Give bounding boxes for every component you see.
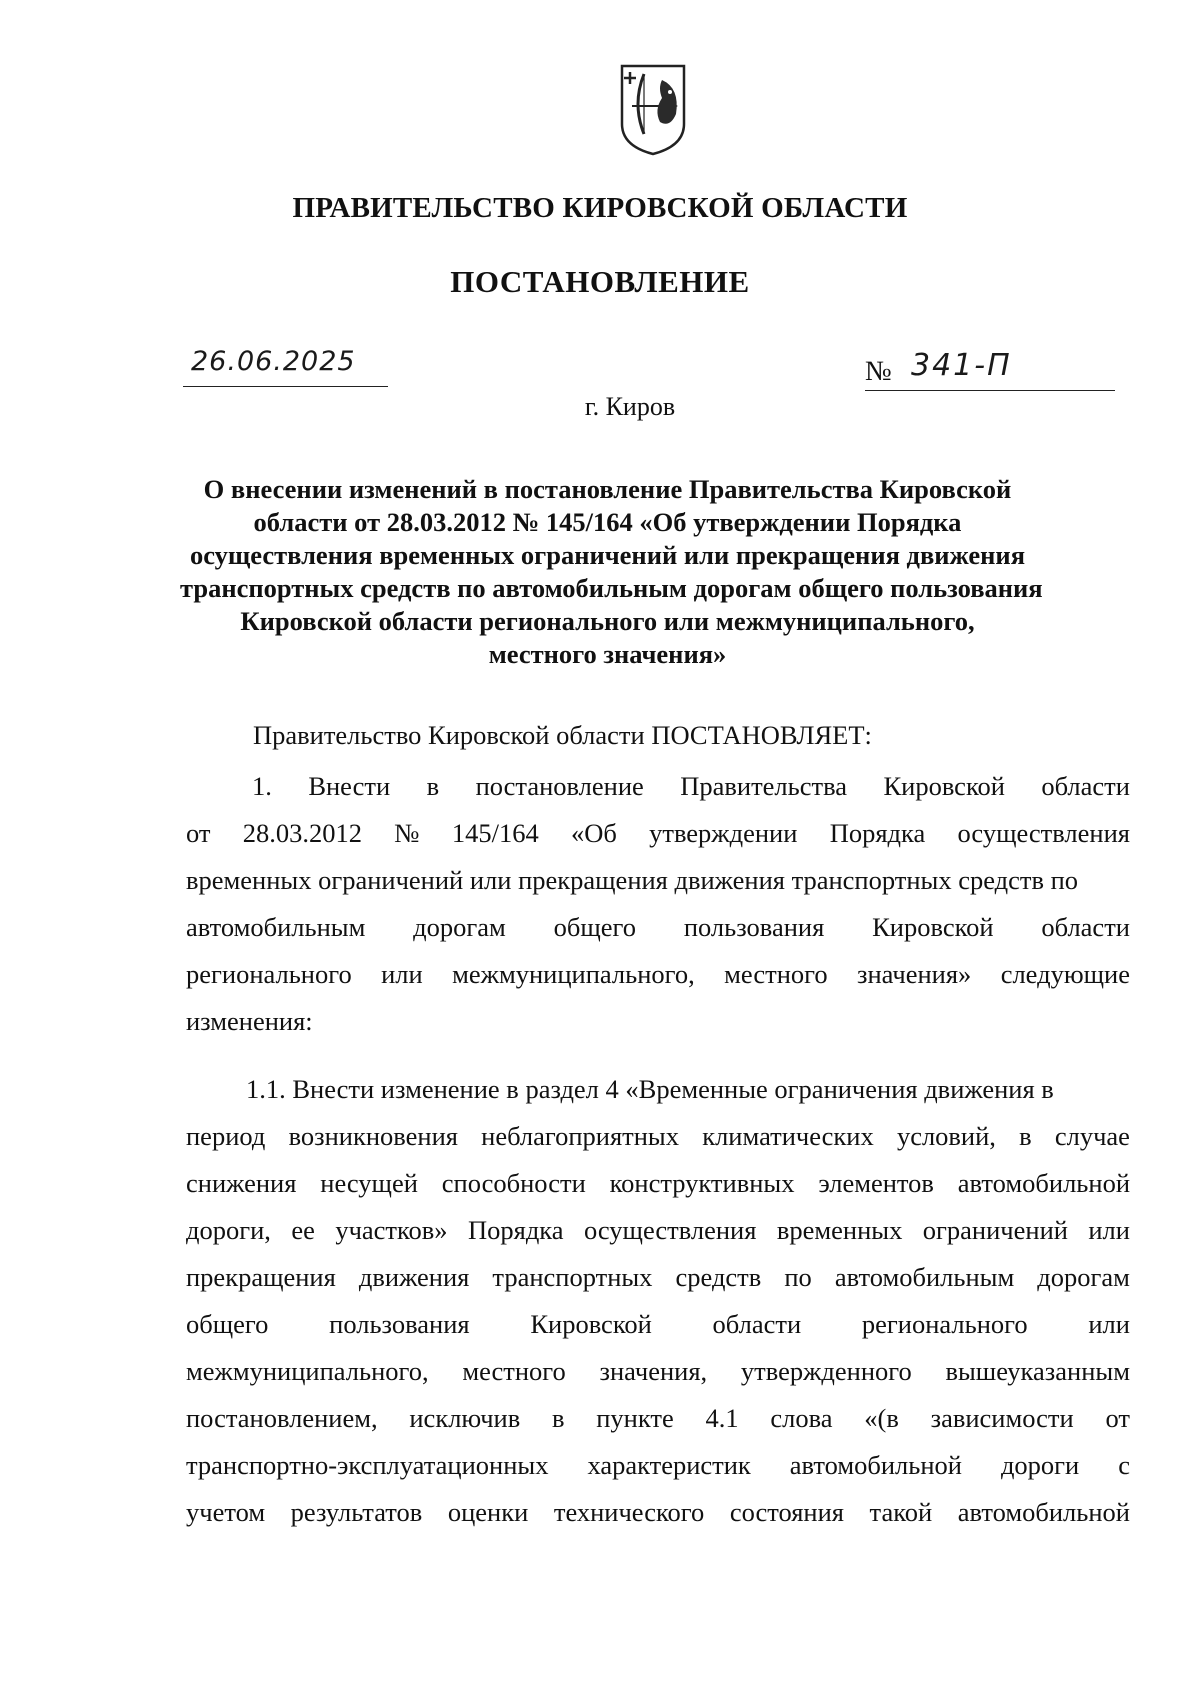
word: технического xyxy=(553,1497,705,1527)
preamble: Правительство Кировской области ПОСТАНОВЛЯЕТ: xyxy=(253,720,872,750)
subject-line: осуществления временных ограничений или прекращения движения xyxy=(189,540,1026,570)
word: 4.1 xyxy=(705,1403,739,1433)
word: в xyxy=(551,1403,565,1433)
word: 1. xyxy=(252,771,272,801)
paragraph-line xyxy=(186,1301,1130,1348)
word: Порядка xyxy=(468,1215,564,1245)
word: области xyxy=(1041,771,1130,801)
paragraph-1-1 xyxy=(186,1066,1130,1536)
word: средств xyxy=(675,1262,762,1292)
paragraph-line xyxy=(186,1348,1130,1395)
subject-line: Кировской области регионального или межмуниципального, xyxy=(240,606,975,636)
word: 145/164 xyxy=(451,818,539,848)
word: области xyxy=(1041,912,1130,942)
paragraph-line xyxy=(186,904,1130,951)
word: значения, xyxy=(599,1356,708,1386)
kirov-oblast-coat-of-arms-icon xyxy=(618,62,688,157)
word: межмуниципального, xyxy=(452,959,695,989)
paragraph-line xyxy=(186,1160,1130,1207)
word: неблагоприятных xyxy=(481,1121,679,1151)
word: исключив xyxy=(409,1403,521,1433)
word: ограничений xyxy=(922,1215,1068,1245)
word: регионального xyxy=(861,1309,1028,1339)
word: пользования xyxy=(329,1309,470,1339)
handwritten-date: 26.06.2025 xyxy=(191,346,356,377)
paragraph-1 xyxy=(186,763,1130,1045)
word: транспортно-эксплуатационных xyxy=(186,1450,549,1480)
word: общего xyxy=(186,1309,269,1339)
document-subject xyxy=(180,473,1043,671)
subject-line: О внесении изменений в постановление Правительства Кировской xyxy=(203,474,1012,504)
word: период xyxy=(186,1121,266,1151)
paragraph-line: временных ограничений или прекращения движения транспортных средств по xyxy=(186,865,1079,895)
word: пункте xyxy=(596,1403,674,1433)
word: климатических xyxy=(702,1121,874,1151)
word: осуществления xyxy=(957,818,1130,848)
word: такой xyxy=(869,1497,933,1527)
word: постановлением, xyxy=(186,1403,378,1433)
word: по xyxy=(784,1262,812,1292)
word: утвержденного xyxy=(740,1356,912,1386)
word: следующие xyxy=(1000,959,1130,989)
word: способности xyxy=(441,1168,586,1198)
subject-line: транспортных средств по автомобильным дорогам общего пользования xyxy=(180,573,1043,603)
word: участков» xyxy=(335,1215,448,1245)
word: дорогам xyxy=(1037,1262,1130,1292)
word: движения xyxy=(358,1262,470,1292)
paragraph-line xyxy=(186,1395,1130,1442)
word: несущей xyxy=(320,1168,418,1198)
word: местного xyxy=(462,1356,566,1386)
paragraph-line xyxy=(186,1254,1130,1301)
word: Внести xyxy=(308,771,391,801)
word: зависимости xyxy=(930,1403,1074,1433)
word: оценки xyxy=(447,1497,529,1527)
word: «(в xyxy=(864,1403,899,1433)
number-sign: № xyxy=(865,356,892,387)
word: учетом xyxy=(186,1497,266,1527)
word: или xyxy=(1088,1309,1130,1339)
word: в xyxy=(1019,1121,1032,1151)
word: автомобильным xyxy=(186,912,366,942)
paragraph-line xyxy=(186,951,1130,998)
word: автомобильной xyxy=(957,1168,1130,1198)
word: постановление xyxy=(475,771,644,801)
word: автомобильной xyxy=(789,1450,962,1480)
word: «Об xyxy=(570,818,617,848)
paragraph-line xyxy=(186,1113,1130,1160)
word: ее xyxy=(291,1215,315,1245)
word: транспортных xyxy=(492,1262,653,1292)
document-type: ПОСТАНОВЛЕНИЕ xyxy=(450,264,750,299)
word: местного xyxy=(724,959,828,989)
word: пользования xyxy=(683,912,825,942)
word: Кировской xyxy=(530,1309,652,1339)
paragraph-line xyxy=(186,1207,1130,1254)
organization-title: ПРАВИТЕЛЬСТВО КИРОВСКОЙ ОБЛАСТИ xyxy=(292,192,908,224)
word: от xyxy=(1105,1403,1130,1433)
word: от xyxy=(186,818,211,848)
word: в xyxy=(426,771,440,801)
word: или xyxy=(1088,1215,1130,1245)
word: результатов xyxy=(290,1497,423,1527)
word: значения» xyxy=(857,959,972,989)
word: или xyxy=(381,959,423,989)
paragraph-line: 1.1. Внести изменение в раздел 4 «Временные ограничения движения в xyxy=(246,1074,1054,1104)
word: условий, xyxy=(896,1121,996,1151)
word: Порядка xyxy=(829,818,926,848)
number-field xyxy=(865,348,1115,391)
word: дороги xyxy=(1000,1450,1080,1480)
word: области xyxy=(712,1309,802,1339)
word: Правительства xyxy=(680,771,848,801)
word: элементов xyxy=(818,1168,934,1198)
date-field xyxy=(183,348,388,387)
word: характеристик xyxy=(587,1450,751,1480)
word: автомобильным xyxy=(834,1262,1015,1292)
handwritten-number: 341-П xyxy=(911,348,1012,383)
paragraph-line: изменения: xyxy=(186,1006,313,1036)
word: вышеуказанным xyxy=(945,1356,1130,1386)
paragraph-line xyxy=(186,763,1130,810)
word: с xyxy=(1118,1450,1130,1480)
word: Кировской xyxy=(872,912,994,942)
word: автомобильной xyxy=(957,1497,1130,1527)
word: утверждении xyxy=(649,818,798,848)
paragraph-line xyxy=(186,1489,1130,1536)
subject-line: местного значения» xyxy=(488,639,727,669)
word: 28.03.2012 xyxy=(242,818,362,848)
word: прекращения xyxy=(186,1262,336,1292)
city: г. Киров xyxy=(584,392,676,421)
paragraph-line xyxy=(186,1442,1130,1489)
word: возникновения xyxy=(288,1121,458,1151)
word: слова xyxy=(770,1403,833,1433)
word: дорогам xyxy=(413,912,506,942)
word: состояния xyxy=(729,1497,844,1527)
word: снижения xyxy=(186,1168,297,1198)
word: регионального xyxy=(186,959,352,989)
word: конструктивных xyxy=(609,1168,795,1198)
subject-line: области от 28.03.2012 № 145/164 «Об утверждении Порядка xyxy=(253,507,962,537)
word: временных xyxy=(776,1215,903,1245)
word: осуществления xyxy=(583,1215,757,1245)
word: межмуниципального, xyxy=(186,1356,429,1386)
word: общего xyxy=(553,912,637,942)
word: дороги, xyxy=(186,1215,271,1245)
word: № xyxy=(394,818,420,848)
word: Кировской xyxy=(883,771,1005,801)
paragraph-line xyxy=(186,810,1130,857)
word: случае xyxy=(1054,1121,1130,1151)
